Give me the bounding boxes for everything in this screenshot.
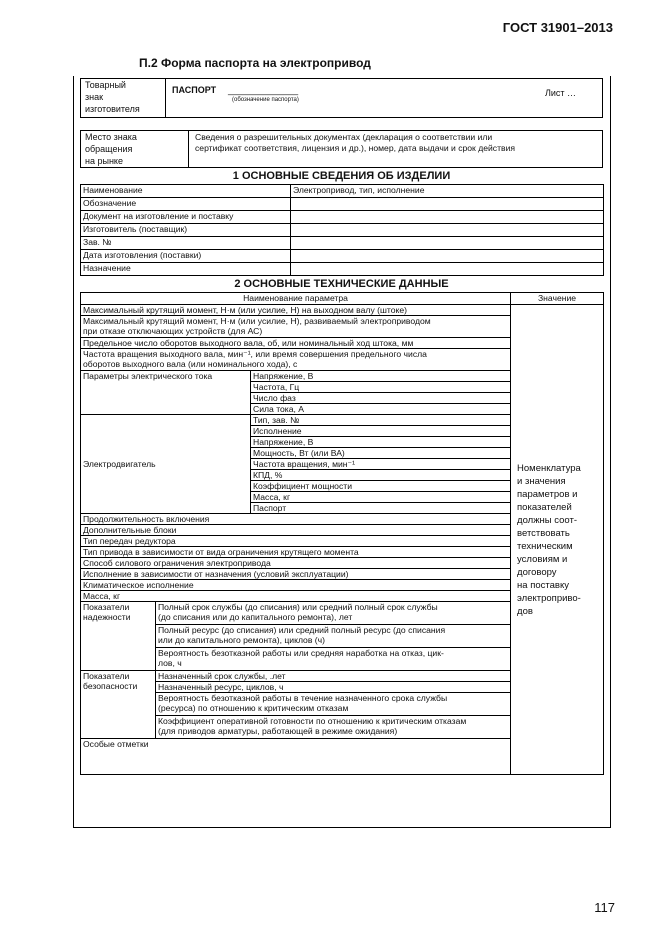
motor-label: Электродвигатель: [81, 415, 251, 514]
trademark-line-2: знак: [85, 92, 104, 102]
safety-line: Коэффициент оперативной готовности по отношению к критическим отказам: [158, 716, 467, 726]
param-row: Способ силового ограничения электропривода: [81, 558, 511, 569]
reliability-label-line: Показатели: [83, 602, 130, 612]
reliability-item: [156, 648, 511, 671]
reliability-item: [156, 602, 511, 625]
safety-line: (ресурса) по отношению к критическим отказам: [158, 703, 349, 713]
motor-item: Частота вращения, мин⁻¹: [251, 459, 511, 470]
current-label: Параметры электрического тока: [81, 371, 251, 415]
side-note: [513, 462, 601, 618]
side-note-line: техническим: [517, 540, 573, 552]
param-row: Тип передач редуктора: [81, 536, 511, 547]
trademark-line-3: изготовителя: [85, 104, 140, 114]
reliability-line: Полный ресурс (до списания) или средний полный ресурс (до списания: [158, 625, 446, 635]
s1-value: [291, 211, 604, 224]
param-row: Продолжительность включения: [81, 514, 511, 525]
safety-item: [156, 716, 511, 739]
current-item: Частота, Гц: [251, 382, 511, 393]
passport-label: ПАСПОРТ: [172, 85, 217, 95]
s1-label: Обозначение: [81, 198, 291, 211]
reliability-label-line: надежности: [83, 612, 131, 622]
section1-title: 1 ОСНОВНЫЕ СВЕДЕНИЯ ОБ ИЗДЕЛИИ: [232, 170, 451, 182]
safety-item: Назначенный ресурс, циклов, ч: [156, 682, 511, 693]
safety-line: Вероятность безотказной работы в течение назначенного срока службы: [158, 693, 448, 703]
side-note-line: и значения: [517, 475, 566, 487]
param-line: Частота вращения выходного вала, мин⁻¹, или время совершения предельного числа: [83, 349, 427, 359]
s1-value: [291, 250, 604, 263]
col-param-header: Наименование параметра: [81, 293, 511, 305]
safety-label: [81, 671, 156, 739]
trademark-line-1: Товарный: [85, 80, 126, 90]
motor-item: Тип, зав. №: [251, 415, 511, 426]
side-note-line: должны соот-: [517, 514, 577, 526]
motor-item: Паспорт: [251, 503, 511, 514]
param-line: при отказе отключающих устройств (для АС): [83, 326, 263, 336]
section2-title: 2 ОСНОВНЫЕ ТЕХНИЧЕСКИЕ ДАННЫЕ: [234, 278, 449, 290]
reliability-line: Вероятность безотказной работы или средняя наработка на отказ, цик-: [158, 648, 444, 658]
side-note-line: на поставку: [517, 579, 569, 591]
safety-line: (для приводов арматуры, работающей в режиме ожидания): [158, 726, 398, 736]
side-note-line: электроприво-: [517, 592, 581, 604]
side-note-line: параметров и: [517, 488, 578, 500]
current-item: Сила тока, А: [251, 404, 511, 415]
s1-label: Документ на изготовление и поставку: [81, 211, 291, 224]
param-row: Максимальный крутящий момент, Н·м (или усилие, Н) на выходном валу (штоке): [81, 305, 511, 316]
circulation-label-2: обращения: [85, 144, 133, 154]
s1-value: [291, 198, 604, 211]
side-note-line: показателей: [517, 501, 572, 513]
param-row: Предельное число оборотов выходного вала, об, или номинальный ход штока, мм: [81, 338, 511, 349]
param-row: Климатическое исполнение: [81, 580, 511, 591]
reliability-label: [81, 602, 156, 671]
motor-item: Масса, кг: [251, 492, 511, 503]
s1-label: Дата изготовления (поставки): [81, 250, 291, 263]
s1-value: Электропривод, тип, исполнение: [291, 185, 604, 198]
standard-header: ГОСТ 31901–2013: [502, 20, 613, 35]
param-row: Дополнительные блоки: [81, 525, 511, 536]
s1-value: [291, 224, 604, 237]
passport-caption: (обозначение паспорта): [232, 97, 299, 103]
sheet-label: Лист …: [545, 88, 577, 98]
motor-item: КПД, %: [251, 470, 511, 481]
value-column: [511, 305, 604, 775]
side-note-line: Номенклатура: [517, 462, 581, 474]
section2-table: [80, 292, 604, 775]
param-row: [81, 316, 511, 338]
circulation-text-1: Сведения о разрешительных документах (декларация о соответствии или: [195, 132, 493, 142]
page-title: П.2 Форма паспорта на электропривод: [139, 56, 371, 70]
param-line: оборотов выходного вала (или номинального хода), с: [83, 359, 298, 369]
s1-label: Назначение: [81, 263, 291, 276]
param-line: Максимальный крутящий момент, Н·м (или усилие, Н), развиваемый электроприводом: [83, 316, 431, 326]
s1-label: Наименование: [81, 185, 291, 198]
notes-row: Особые отметки: [81, 739, 511, 775]
section1-table: [80, 184, 604, 276]
reliability-line: лов, ч: [158, 658, 182, 668]
reliability-line: (до списания или до капитального ремонта), лет: [158, 612, 353, 622]
current-item: Число фаз: [251, 393, 511, 404]
s1-value: [291, 263, 604, 276]
side-note-line: условиям и: [517, 553, 568, 565]
param-row: Масса, кг: [81, 591, 511, 602]
col-value-header: Значение: [511, 293, 604, 305]
side-note-line: ветствовать: [517, 527, 570, 539]
reliability-line: Полный срок службы (до списания) или средний полный срок службы: [158, 602, 438, 612]
current-item: Напряжение, В: [251, 371, 511, 382]
safety-label-line: безопасности: [83, 681, 138, 691]
motor-item: Напряжение, В: [251, 437, 511, 448]
side-note-line: договору: [517, 566, 557, 578]
reliability-item: [156, 625, 511, 648]
motor-item: Исполнение: [251, 426, 511, 437]
circulation-text-2: сертификат соответствия, лицензия и др.), номер, дата выдачи и срок действия: [195, 143, 516, 153]
side-note-line: дов: [517, 605, 533, 617]
reliability-line: или до капитального ремонта), циклов (ч): [158, 635, 325, 645]
motor-item: Мощность, Вт (или ВА): [251, 448, 511, 459]
s1-value: [291, 237, 604, 250]
s1-label: Изготовитель (поставщик): [81, 224, 291, 237]
motor-item: Коэффициент мощности: [251, 481, 511, 492]
s1-label: Зав. №: [81, 237, 291, 250]
safety-item: Назначенный срок службы, .лет: [156, 671, 511, 682]
safety-label-line: Показатели: [83, 671, 130, 681]
param-row: [81, 349, 511, 371]
param-row: Исполнение в зависимости от назначения (условий эксплуатации): [81, 569, 511, 580]
circulation-label-1: Место знака: [85, 132, 137, 142]
circulation-label-3: на рынке: [85, 156, 123, 166]
safety-item: [156, 693, 511, 716]
passport-underline: ______________: [228, 85, 299, 95]
page-number: 117: [594, 900, 615, 915]
param-row: Тип привода в зависимости от вида ограничения крутящего момента: [81, 547, 511, 558]
